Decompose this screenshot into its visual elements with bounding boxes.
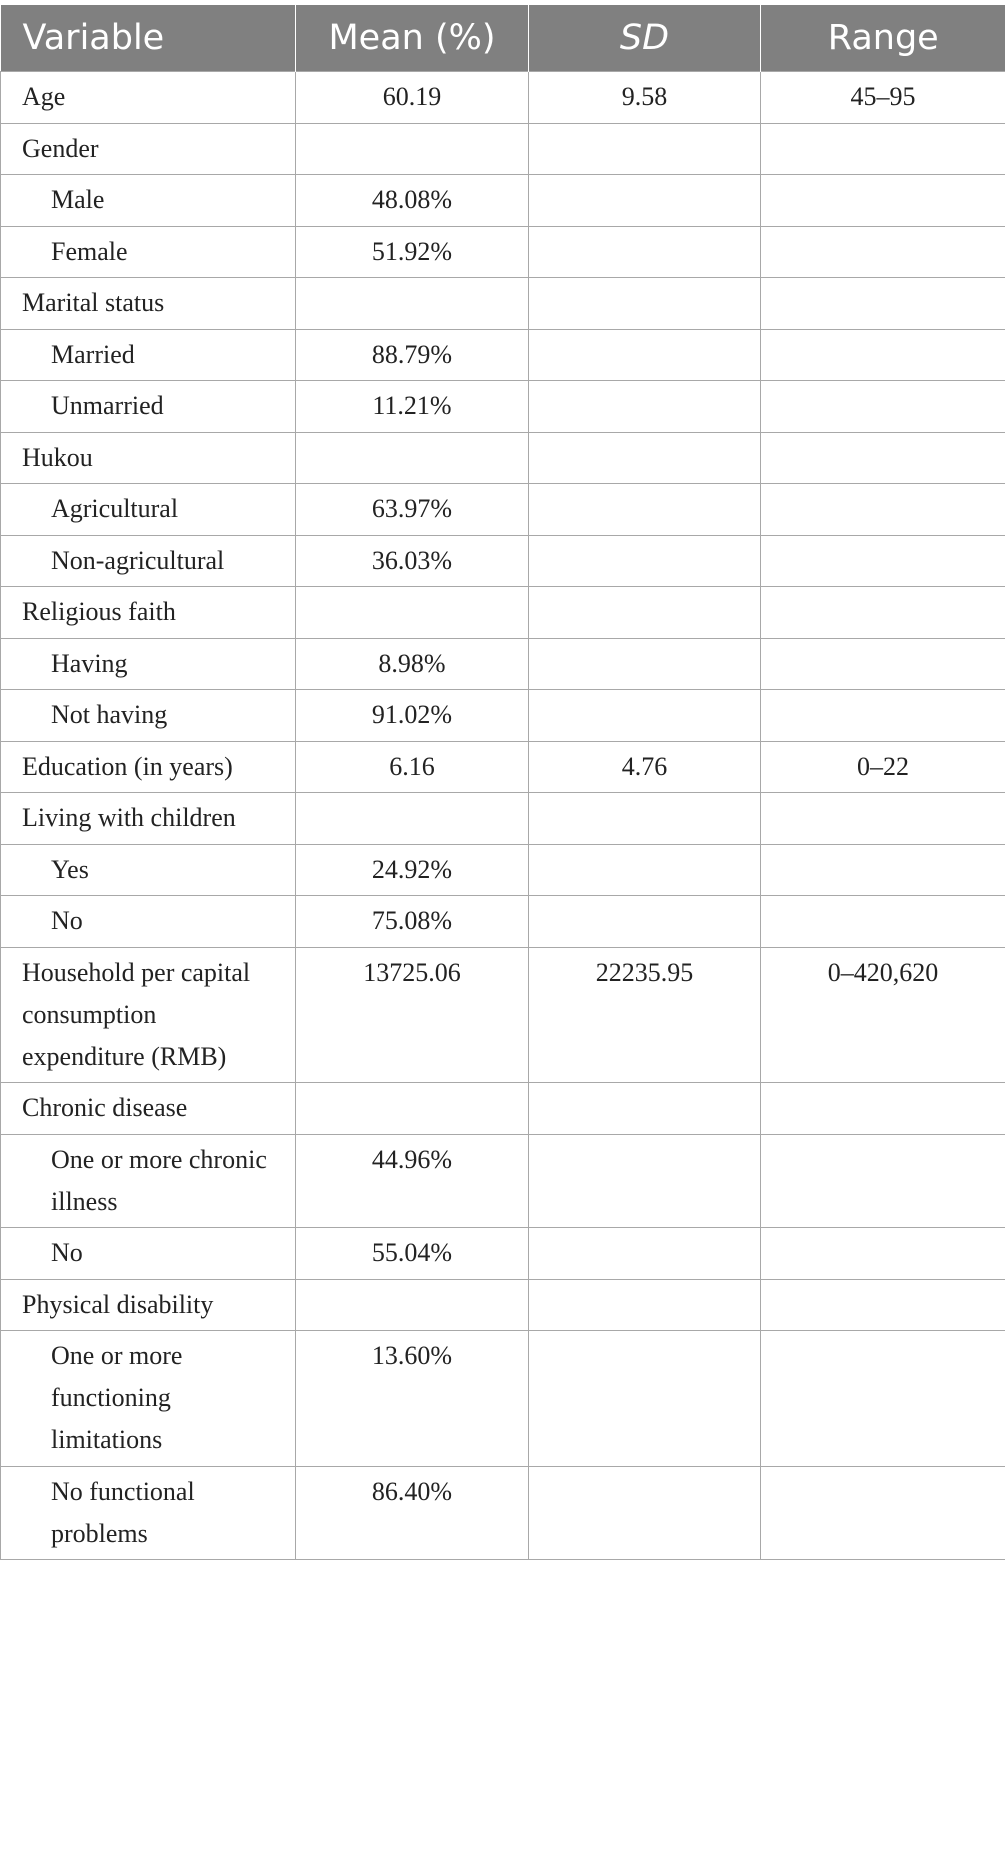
row-sd-cell: [529, 844, 761, 896]
row-sd-cell: [529, 1083, 761, 1135]
row-variable-cell-text: One or more functioning limitations: [51, 1341, 183, 1454]
row-variable-cell-text: Religious faith: [22, 597, 176, 626]
row-sd-cell-text: [539, 845, 750, 849]
row-sd-cell: [529, 1466, 761, 1560]
row-variable-cell: [1, 535, 296, 587]
row-mean-cell-text: 24.92%: [371, 854, 453, 884]
row-sd-cell-text: [539, 1228, 750, 1232]
row-variable-cell: [1, 484, 296, 536]
row-mean-cell: [296, 535, 529, 587]
row-variable-cell: [1, 1228, 296, 1280]
row-sd-cell: [529, 1279, 761, 1331]
row-sd-cell-text: [539, 175, 750, 179]
row-sd-cell-text: [539, 1467, 750, 1471]
row-mean-cell: [296, 638, 529, 690]
row-range-cell: [761, 484, 1005, 536]
row-mean-cell: [296, 226, 529, 278]
row-sd-cell-text: 9.58: [621, 82, 668, 111]
row-variable-cell-text: Age: [22, 82, 66, 111]
row-variable-cell-text: Having: [51, 648, 128, 678]
table-header: [1, 5, 1005, 72]
row-sd-cell-text: [539, 1083, 750, 1087]
table-row: [1, 793, 1005, 845]
row-range-cell: [761, 690, 1005, 742]
row-range-cell: [761, 793, 1005, 845]
row-range-cell: [761, 741, 1005, 793]
row-range-cell-text: [771, 1467, 995, 1471]
row-sd-cell: [529, 329, 761, 381]
row-mean-cell-text: 6.16: [389, 751, 435, 781]
row-sd-cell-text: [539, 278, 750, 282]
row-mean-cell: [296, 72, 529, 124]
row-variable-cell: [1, 793, 296, 845]
row-variable-cell: [1, 1331, 296, 1467]
table-row: [1, 1083, 1005, 1135]
row-range-cell: [761, 381, 1005, 433]
row-variable-cell: [1, 226, 296, 278]
row-sd-cell-text: 22235.95: [595, 957, 694, 987]
row-mean-cell-text: [306, 433, 518, 437]
row-mean-cell: [296, 278, 529, 330]
row-range-cell-text: [771, 845, 995, 849]
row-range-cell: [761, 1228, 1005, 1280]
row-variable-cell: [1, 72, 296, 124]
row-variable-cell: [1, 123, 296, 175]
row-mean-cell-text: [306, 124, 518, 128]
row-mean-cell-text: [306, 587, 518, 591]
row-range-cell-text: [771, 175, 995, 179]
row-mean-cell: [296, 1134, 529, 1228]
table-row: [1, 1279, 1005, 1331]
row-range-cell: [761, 1134, 1005, 1228]
row-range-cell-text: 45–95: [850, 82, 916, 111]
table-row: [1, 690, 1005, 742]
header-row: [1, 5, 1005, 72]
table-row: [1, 1331, 1005, 1467]
row-variable-cell-text: Female: [51, 236, 128, 266]
row-mean-cell-text: 86.40%: [371, 1476, 453, 1506]
row-mean-cell-text: [306, 278, 518, 282]
row-range-cell-text: [771, 1083, 995, 1087]
row-sd-cell: [529, 947, 761, 1083]
row-range-cell-text: [771, 1280, 995, 1284]
row-mean-cell-text: 55.04%: [371, 1238, 453, 1267]
table-row: [1, 329, 1005, 381]
row-mean-cell: [296, 1331, 529, 1467]
row-mean-cell: [296, 1083, 529, 1135]
row-range-cell-text: [771, 1135, 995, 1139]
table-row: [1, 1466, 1005, 1560]
row-range-cell: [761, 175, 1005, 227]
table-row: [1, 278, 1005, 330]
table-row: [1, 947, 1005, 1083]
row-range-cell: [761, 1466, 1005, 1560]
header-variable: Variable: [1, 5, 296, 72]
row-sd-cell-text: [539, 639, 750, 643]
row-sd-cell: [529, 535, 761, 587]
row-sd-cell-text: [539, 1331, 750, 1335]
row-variable-cell: [1, 690, 296, 742]
row-range-cell-text: 0–420,620: [827, 957, 939, 987]
row-variable-cell-text: Agricultural: [51, 494, 179, 523]
row-sd-cell: [529, 896, 761, 948]
row-range-cell-text: 0–22: [857, 751, 909, 781]
row-variable-cell-text: Yes: [51, 854, 89, 884]
row-range-cell-text: [771, 124, 995, 128]
row-sd-cell: [529, 72, 761, 124]
row-range-cell: [761, 123, 1005, 175]
row-variable-cell: [1, 1466, 296, 1560]
row-range-cell-text: [771, 1331, 995, 1335]
row-sd-cell-text: [539, 433, 750, 437]
row-sd-cell: [529, 1331, 761, 1467]
row-sd-cell-text: [539, 690, 750, 694]
row-mean-cell-text: 8.98%: [378, 648, 446, 678]
row-mean-cell: [296, 896, 529, 948]
row-mean-cell-text: 75.08%: [371, 906, 453, 935]
row-range-cell-text: [771, 536, 995, 540]
row-mean-cell: [296, 329, 529, 381]
row-variable-cell: [1, 741, 296, 793]
table-row: [1, 587, 1005, 639]
row-range-cell-text: [771, 278, 995, 282]
row-mean-cell: [296, 484, 529, 536]
row-variable-cell-text: One or more chronic illness: [51, 1144, 267, 1216]
row-mean-cell: [296, 793, 529, 845]
row-mean-cell-text: 13725.06: [363, 957, 461, 987]
row-mean-cell-text: 11.21%: [372, 391, 452, 420]
row-range-cell: [761, 638, 1005, 690]
row-mean-cell: [296, 844, 529, 896]
table-row: [1, 844, 1005, 896]
row-range-cell: [761, 844, 1005, 896]
row-variable-cell-text: Gender: [22, 133, 99, 163]
row-mean-cell: [296, 587, 529, 639]
row-range-cell-text: [771, 639, 995, 643]
row-sd-cell: [529, 741, 761, 793]
row-sd-cell: [529, 123, 761, 175]
row-range-cell-text: [771, 330, 995, 334]
row-range-cell: [761, 1331, 1005, 1467]
row-sd-cell-text: [539, 587, 750, 591]
table-row: [1, 896, 1005, 948]
row-mean-cell-text: 13.60%: [371, 1341, 453, 1370]
row-variable-cell-text: No: [51, 1238, 83, 1267]
row-sd-cell: [529, 278, 761, 330]
row-range-cell: [761, 1279, 1005, 1331]
row-variable-cell-text: Household per capital consumption expenditure (RMB): [22, 957, 251, 1071]
row-sd-cell: [529, 175, 761, 227]
row-range-cell-text: [771, 381, 995, 385]
row-sd-cell: [529, 1228, 761, 1280]
row-sd-cell-text: [539, 330, 750, 334]
row-variable-cell-text: Not having: [51, 700, 168, 729]
row-sd-cell-text: [539, 1280, 750, 1284]
row-variable-cell-text: Hukou: [22, 442, 93, 472]
row-variable-cell-text: Marital status: [22, 288, 165, 317]
row-range-cell-text: [771, 484, 995, 488]
row-mean-cell: [296, 947, 529, 1083]
row-sd-cell-text: [539, 227, 750, 231]
row-variable-cell: [1, 844, 296, 896]
row-variable-cell: [1, 432, 296, 484]
row-sd-cell-text: [539, 896, 750, 900]
row-range-cell: [761, 72, 1005, 124]
table-body: [1, 72, 1005, 1560]
row-variable-cell-text: Unmarried: [51, 391, 164, 420]
row-sd-cell-text: [539, 381, 750, 385]
row-variable-cell-text: Non-agricultural: [51, 545, 225, 575]
row-mean-cell: [296, 741, 529, 793]
row-variable-cell-text: Education (in years): [22, 751, 233, 781]
descriptive-statistics-table-frame: [0, 5, 1005, 1560]
table-row: [1, 741, 1005, 793]
row-sd-cell: [529, 226, 761, 278]
table-row: [1, 535, 1005, 587]
row-variable-cell: [1, 381, 296, 433]
row-variable-cell-text: Living with children: [22, 803, 236, 832]
row-range-cell-text: [771, 896, 995, 900]
table-row: [1, 1228, 1005, 1280]
row-variable-cell-text: No: [51, 906, 83, 935]
row-range-cell: [761, 587, 1005, 639]
row-variable-cell-text: Chronic disease: [22, 1093, 188, 1122]
row-mean-cell-text: [306, 1083, 518, 1087]
row-range-cell-text: [771, 587, 995, 591]
row-variable-cell: [1, 175, 296, 227]
row-mean-cell-text: [306, 1280, 518, 1284]
row-variable-cell: [1, 1279, 296, 1331]
header-range: Range: [761, 5, 1005, 72]
row-mean-cell-text: 48.08%: [371, 185, 453, 214]
row-mean-cell: [296, 1228, 529, 1280]
header-sd: SD: [529, 5, 761, 72]
row-range-cell: [761, 947, 1005, 1083]
row-variable-cell: [1, 587, 296, 639]
table-row: [1, 432, 1005, 484]
row-mean-cell: [296, 690, 529, 742]
row-mean-cell-text: 44.96%: [371, 1144, 453, 1174]
row-mean-cell: [296, 432, 529, 484]
row-variable-cell: [1, 1134, 296, 1228]
row-mean-cell-text: 36.03%: [371, 545, 453, 575]
row-range-cell: [761, 896, 1005, 948]
row-sd-cell: [529, 1134, 761, 1228]
row-range-cell: [761, 329, 1005, 381]
row-sd-cell-text: 4.76: [621, 751, 668, 781]
row-mean-cell: [296, 1279, 529, 1331]
row-variable-cell: [1, 638, 296, 690]
table-row: [1, 175, 1005, 227]
table-row: [1, 484, 1005, 536]
row-sd-cell: [529, 690, 761, 742]
row-range-cell: [761, 226, 1005, 278]
row-variable-cell-text: Married: [51, 339, 135, 369]
row-variable-cell: [1, 947, 296, 1083]
row-sd-cell-text: [539, 793, 750, 797]
row-sd-cell-text: [539, 536, 750, 540]
row-range-cell-text: [771, 793, 995, 797]
row-sd-cell-text: [539, 124, 750, 128]
row-mean-cell: [296, 123, 529, 175]
row-variable-cell: [1, 329, 296, 381]
row-sd-cell-text: [539, 484, 750, 488]
row-variable-cell-text: Physical disability: [22, 1289, 214, 1319]
row-sd-cell: [529, 638, 761, 690]
row-sd-cell: [529, 381, 761, 433]
row-variable-cell-text: Male: [51, 185, 105, 214]
row-mean-cell: [296, 381, 529, 433]
header-mean: Mean (%): [296, 5, 529, 72]
row-mean-cell-text: 60.19: [382, 82, 442, 111]
row-sd-cell: [529, 793, 761, 845]
table-row: [1, 1134, 1005, 1228]
row-mean-cell-text: [306, 793, 518, 797]
row-sd-cell-text: [539, 1135, 750, 1139]
row-range-cell-text: [771, 690, 995, 694]
table-row: [1, 381, 1005, 433]
row-variable-cell: [1, 896, 296, 948]
table-row: [1, 72, 1005, 124]
table-row: [1, 123, 1005, 175]
row-mean-cell-text: 88.79%: [371, 339, 453, 369]
table-row: [1, 638, 1005, 690]
row-range-cell: [761, 1083, 1005, 1135]
table-row: [1, 226, 1005, 278]
row-variable-cell: [1, 1083, 296, 1135]
row-variable-cell: [1, 278, 296, 330]
row-mean-cell-text: 63.97%: [371, 494, 453, 523]
row-range-cell: [761, 535, 1005, 587]
row-sd-cell: [529, 484, 761, 536]
row-mean-cell: [296, 1466, 529, 1560]
row-sd-cell: [529, 432, 761, 484]
row-mean-cell-text: 51.92%: [371, 236, 453, 266]
row-mean-cell-text: 91.02%: [371, 700, 453, 729]
descriptive-statistics-table: [0, 5, 1005, 1560]
row-range-cell-text: [771, 433, 995, 437]
row-range-cell: [761, 278, 1005, 330]
row-sd-cell: [529, 587, 761, 639]
row-variable-cell-text: No functional problems: [51, 1476, 195, 1548]
row-range-cell: [761, 432, 1005, 484]
row-range-cell-text: [771, 227, 995, 231]
row-mean-cell: [296, 175, 529, 227]
row-range-cell-text: [771, 1228, 995, 1232]
